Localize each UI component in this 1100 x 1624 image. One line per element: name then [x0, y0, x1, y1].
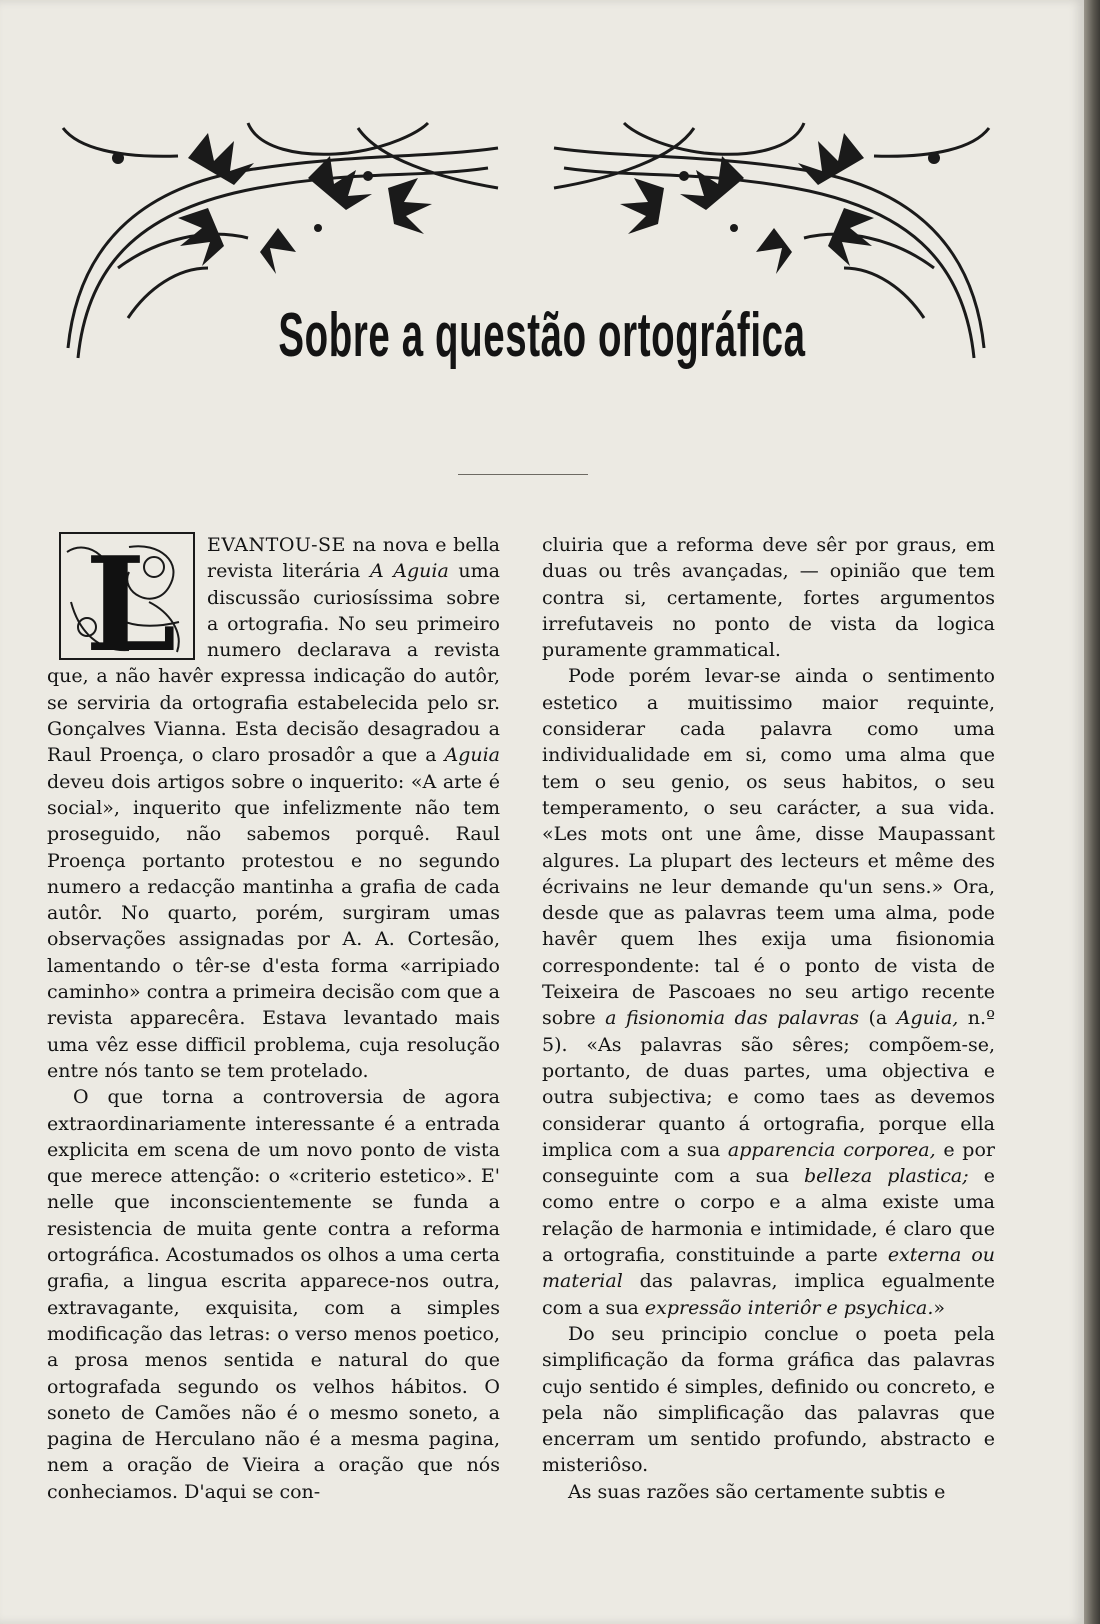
- decorated-initial-letter: [59, 532, 195, 660]
- text-column-right: [542, 532, 995, 1505]
- italic-phrase: externa ou material: [542, 1244, 995, 1293]
- text-span: »: [933, 1296, 946, 1319]
- text-span: n.º 5). «As palavras são sêres; compõem-se, portanto, de duas partes, uma objectiva e outra subjectiva; e como taes as devemos considerar quanto á ortografia, porque ella implica com a sua: [542, 1007, 996, 1161]
- text-span: na nova e bella revista literária: [207, 534, 500, 583]
- italic-phrase: Aguia,: [896, 1007, 959, 1030]
- book-binding-edge: [1084, 0, 1100, 1624]
- paragraph: As suas razões são certamente subtis e: [568, 1480, 946, 1503]
- italic-phrase: apparencia corporea,: [727, 1138, 936, 1161]
- italic-phrase: expressão interiôr e psychica.: [644, 1296, 934, 1319]
- paragraph: Do seu principio conclue o poeta pela simplificação da forma gráfica das palavras cujo sentido é simples, definido ou concreto, e pela não simplificação das palavras que encerram um sentido profundo, abstracto e misteriôso.: [542, 1322, 995, 1477]
- paragraph: O que torna a controversia de agora extraordinariamente interessante é a entrada explicita em scena de um novo ponto de vista que merece attenção: o «criterio estetico». E' nelle que inconscientemente se funda a resistencia de muita gente contra a reforma ortográfica. Acostumados os olhos a uma certa grafia, a lingua escrita apparece-nos outra, extravagante, exquisita, com a simples modificação das letras: o verso menos poetico, a prosa menos sentida e natural do que ortografada segundo os velhos hábitos. O soneto de Camões não é o mesmo soneto, a pagina de Herculano não é a mesma pagina, nem a oração de Vieira a oração que nós conheciamos. D'aqui se con-: [47, 1086, 500, 1503]
- text-span: e como entre o corpo e a alma existe uma relação de harmonia e intimidade, é claro que a ortografia, constituinde a parte: [542, 1165, 995, 1267]
- italic-phrase: belleza plastica;: [804, 1165, 969, 1188]
- text-span: uma discussão curiosíssima sobre a ortografia. No seu primeiro numero declarava a revista que, a não havêr expressa indicação do autôr, se serviria da ortografia estabelecida pelo sr. Gonçalves Vianna. Esta decisão desagradou a Raul Proença, o claro prosadôr a que a: [47, 560, 500, 767]
- journal-name: A Aguia: [369, 560, 449, 583]
- article-title: Sobre a questão ortográfica: [278, 301, 806, 370]
- journal-name: Aguia: [444, 744, 500, 767]
- text-span: Pode porém levar-se ainda o sentimento estetico a muitissimo maior requinte, considerar cada palavra como uma individualidade em si, como uma alma que tem o seu genio, os seus habitos, o seu temperamento, o seu carácter, a sua vida. «Les mots ont une âme, disse Maupassant algures. La plupart des lecteurs et même des écrivains ne leur demande qu'un sens.» Ora, desde que as palavras teem uma alma, pode havêr quem lhes exija uma fisionomia correspondente: tal é o ponto de vista de Teixeira de Pascoaes no seu artigo recente sobre: [542, 665, 995, 1030]
- paragraph: cluiria que a reforma deve sêr por graus, em duas ou três avançadas, — opinião que tem contra si, certamente, fortes argumentos irrefutaveis no ponto de vista da logica puramente grammatical.: [542, 534, 995, 662]
- text-span: das palavras, implica egualmente com a sua: [542, 1270, 995, 1319]
- text-span: deveu dois artigos sobre o inquerito: «A arte é social», inquerito que infelizmente não tem proseguido, não sabemos porquê. Raul Proença portanto protestou e no segundo numero a redacção mantinha a grafia de cada autôr. No quarto, porém, surgiram umas observações assignadas por A. A. Cortesão, lamentando o têr-se d'esta forma «arripiado caminho» contra a primeira decisão com que a revista apparecêra. Estava levantado mais uma vêz esse difficil problema, cuja resolução entre nós tanto se tem protelado.: [47, 770, 500, 1082]
- text-column-left: [47, 532, 500, 1505]
- paragraph: [542, 663, 995, 1320]
- text-span: (a: [859, 1007, 897, 1030]
- paragraph-lead-word: EVANTOU-SE: [207, 534, 346, 556]
- text-span: e por conseguinte com a sua: [542, 1138, 995, 1188]
- dropcap-letter: L: [85, 532, 177, 660]
- title-divider: [458, 474, 588, 475]
- italic-phrase: a fisionomia das palavras: [605, 1007, 860, 1030]
